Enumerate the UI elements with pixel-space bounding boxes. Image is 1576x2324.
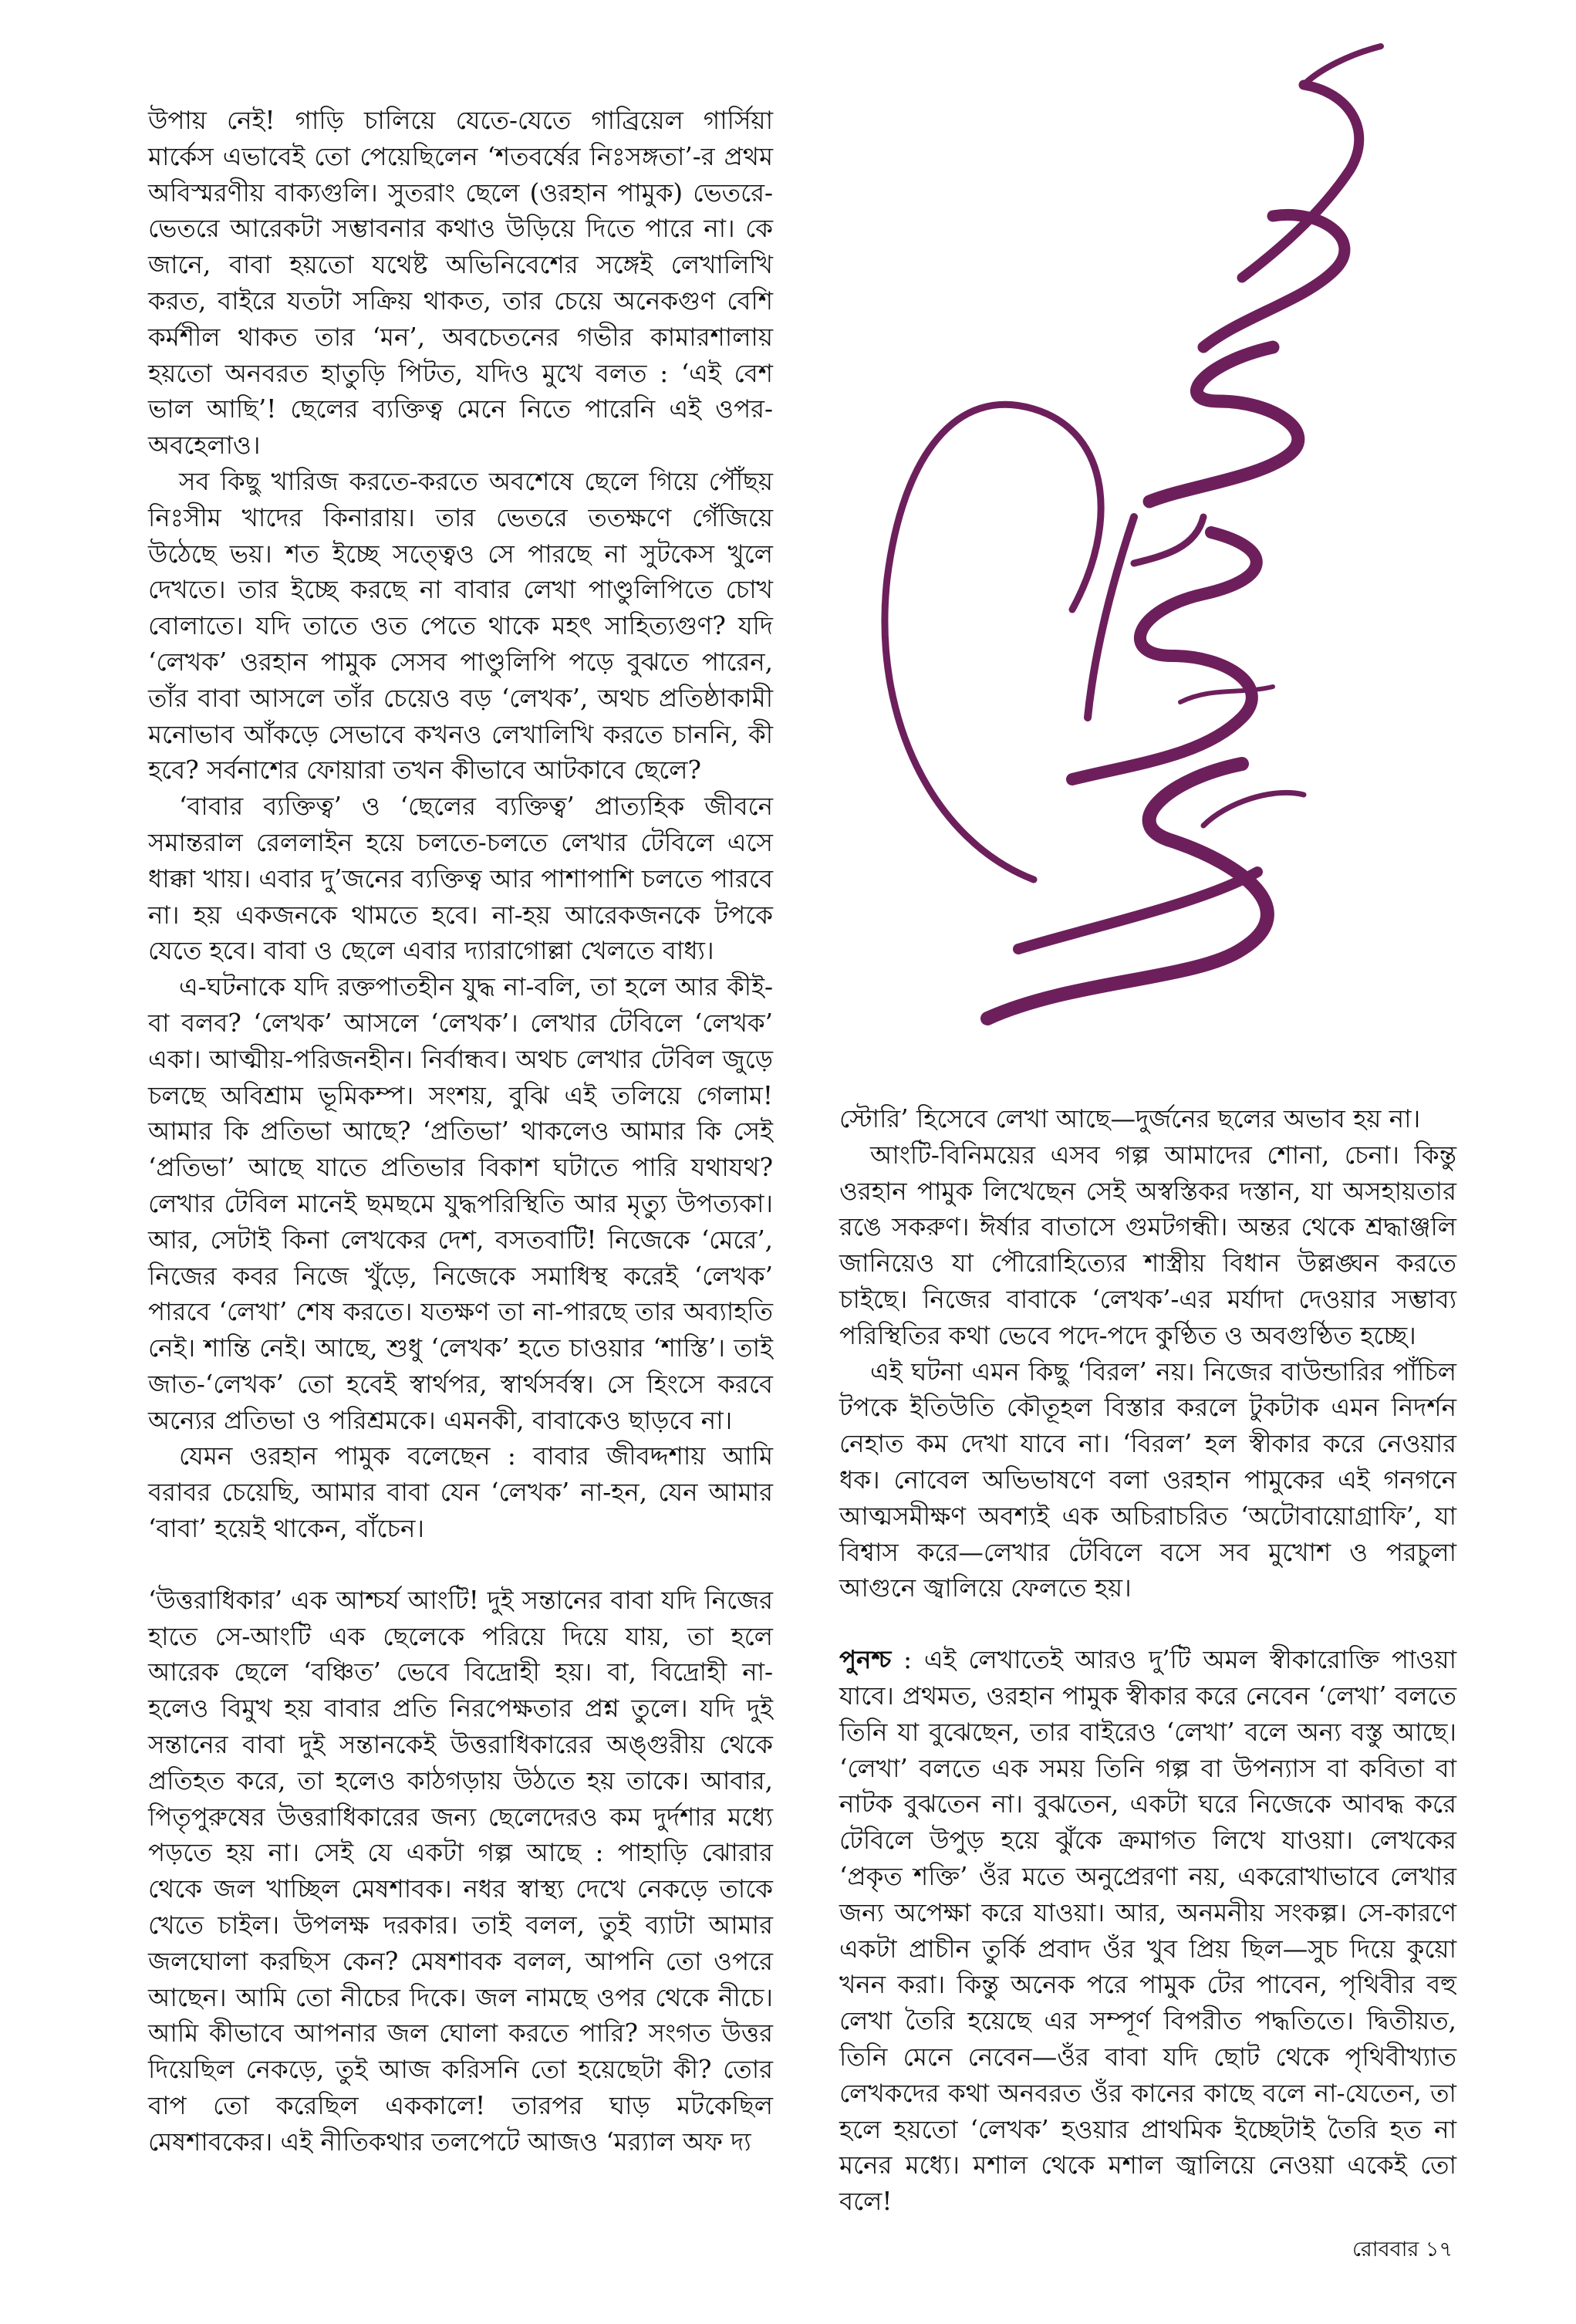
paragraph: আংটি-বিনিময়ের এসব গল্প আমাদের শোনা, চেনা। কিন্তু ওরহান পামুক লিখেছেন সেই অস্বস্তিকর দস্তান, যা অসহায়তার রঙে সকরুণ। ঈর্ষার বাতাসে গুমটগন্ধী। অন্তর থেকে শ্রদ্ধাঞ্জলি জানিয়েও যা পৌরোহিত্যের শাস্ত্রীয় বিধান উল্লঙ্ঘন করতে চাইছে। নিজের বাবাকে ‘লেখক’-এর মর্যাদা দেওয়ার সম্ভাব্য পরিস্থিতির কথা ভেবে পদে-পদে কুণ্ঠিত ও অবগুণ্ঠিত হচ্ছে। xyxy=(839,1140,1456,1350)
paragraph: এ-ঘটনাকে যদি রক্তপাতহীন যুদ্ধ না-বলি, তা হলে আর কীই-বা বলব? ‘লেখক’ আসলে ‘লেখক’। লেখার টেবিলে ‘লেখক’ একা। আত্মীয়-পরিজনহীন। নির্বান্ধব। অথচ লেখার টেবিল জুড়ে চলছে অবিশ্রাম ভূমিকম্প। সংশয়, বুঝি এই তলিয়ে গেলাম! আমার কি প্রতিভা আছে? ‘প্রতিভা’ থাকলেও আমার কি সেই ‘প্রতিভা’ আছে যাতে প্রতিভার বিকাশ ঘটাতে পারি যথাযথ? লেখার টেবিল মানেই ছমছমে যুদ্ধপরিস্থিতি আর মৃত্যু উপত্যকা। আর, সেটাই কিনা লেখকের দেশ, বসতবাটি! নিজেকে ‘মেরে’, নিজের কবর নিজে খুঁড়ে, নিজেকে সমাধিস্থ করেই ‘লেখক’ পারবে ‘লেখা’ শেষ করতে। যতক্ষণ তা না-পারছে তার অব্যাহতি নেই। শান্তি নেই। আছে, শুধু ‘লেখক’ হতে চাওয়ার ‘শাস্তি’। তাই জাত-‘লেখক’ তো হবেই স্বার্থপর, স্বার্থসর্বস্ব। সে হিংসে করবে অন্যের প্রতিভা ও পরিশ্রমকে। এমনকী, বাবাকেও ছাড়বে না। xyxy=(148,972,773,1435)
paragraph: উপায় নেই! গাড়ি চালিয়ে যেতে-যেতে গাব্রিয়েল গার্সিয়া মার্কেস এভাবেই তো পেয়েছিলেন ‘শতবর্ষের নিঃসঙ্গতা’-র প্রথম অবিস্মরণীয় বাক্যগুলি। সুতরাং ছেলে (ওরহান পামুক) ভেতরে-ভেতরে আরেকটা সম্ভাবনার কথাও উড়িয়ে দিতে পারে না। কে জানে, বাবা হয়তো যথেষ্ট অভিনিবেশের সঙ্গেই লেখালিখি করত, বাইরে যতটা সক্রিয় থাকত, তার চেয়ে অনেকগুণ বেশি কর্মশীল থাকত তার ‘মন’, অবচেতনের গভীর কামারশালায় হয়তো অনবরত হাতুড়ি পিটত, যদিও মুখে বলত : ‘এই বেশ ভাল আছি’! ছেলের ব্যক্তিত্ব মেনে নিতে পারেনি এই ওপর-অবহেলাও। xyxy=(148,106,773,461)
paragraph: স্টোরি’ হিসেবে লেখা আছে—দুর্জনের ছলের অভাব হয় না। xyxy=(839,1104,1421,1133)
right-text-column xyxy=(839,1101,1457,2217)
paragraph: ‘উত্তরাধিকার’ এক আশ্চর্য আংটি! দুই সন্তানের বাবা যদি নিজের হাতে সে-আংটি এক ছেলেকে পরিয়ে দিয়ে যায়, তা হলে আরেক ছেলে ‘বঞ্চিত’ ভেবে বিদ্রোহী হয়। বা, বিদ্রোহী না-হলেও বিমুখ হয় বাবার প্রতি নিরপেক্ষতার প্রশ্ন তুলে। যদি দুই সন্তানের বাবা দুই সন্তানকেই উত্তরাধিকারের অঙ্গুরীয় থেকে প্রতিহত করে, তা হলেও কাঠগড়ায় উঠতে হয় তাকে। আবার, পিতৃপুরুষের উত্তরাধিকারের জন্য ছেলেদেরও কম দুর্দশার মধ্যে পড়তে হয় না। সেই যে একটা গল্প আছে : পাহাড়ি ঝোরার থেকে জল খাচ্ছিল মেষশাবক। নধর স্বাস্থ্য দেখে নেকড়ে তাকে খেতে চাইল। উপলক্ষ দরকার। তাই বলল, তুই ব্যাটা আমার জলঘোলা করছিস কেন? মেষশাবক বলল, আপনি তো ওপরে আছেন। আমি তো নীচের দিকে। জল নামছে ওপর থেকে নীচে। আমি কীভাবে আপনার জল ঘোলা করতে পারি? সংগত উত্তর দিয়েছিল নেকড়ে, তুই আজ করিসনি তো হয়েছেটা কী? তোর বাপ তো করেছিল এককালে! তারপর ঘাড় মটকেছিল মেষশাবকের। এই নীতিকথার তলপেটে আজও ‘মর‍্যাল অফ দ্য xyxy=(148,1585,773,2157)
paragraph: সব কিছু খারিজ করতে-করতে অবশেষে ছেলে গিয়ে পৌঁছয় নিঃসীম খাদের কিনারায়। তার ভেতরে ততক্ষণে গেঁজিয়ে উঠেছে ভয়। শত ইচ্ছে সত্ত্বেও সে পারছে না সুটকেস খুলে দেখতে। তার ইচ্ছে করছে না বাবার লেখা পাণ্ডুলিপিতে চোখ বোলাতে। যদি তাতে ওত পেতে থাকে মহৎ সাহিত্যগুণ? যদি ‘লেখক’ ওরহান পামুক সেসব পাণ্ডুলিপি পড়ে বুঝতে পারেন, তাঁর বাবা আসলে তাঁর চেয়েও বড় ‘লেখক’, অথচ প্রতিষ্ঠাকামী মনোভাব আঁকড়ে সেভাবে কখনও লেখালিখি করতে চাননি, কী হবে? সর্বনাশের ফোয়ারা তখন কীভাবে আটকাবে ছেলে? xyxy=(148,466,773,785)
postscript-text: : এই লেখাতেই আরও দু’টি অমল স্বীকারোক্তি পাওয়া যাবে। প্রথমত, ওরহান পামুক স্বীকার করে নেবেন ‘লেখা’ বলতে তিনি যা বুঝেছেন, তার বাইরেও ‘লেখা’ বলে অন্য বস্তু আছে। ‘লেখা’ বলতে এক সময় তিনি গল্প বা উপন্যাস বা কবিতা বা নাটক বুঝতেন না। বুঝতেন, একটা ঘরে নিজেকে আবদ্ধ করে টেবিলে উপুড় হয়ে ঝুঁকে ক্রমাগত লিখে যাওয়া। লেখকের ‘প্রকৃত শক্তি’ ওঁর মতে অনুপ্রেরণা নয়, একরোখাভাবে লেখার জন্য অপেক্ষা করে যাওয়া। আর, অনমনীয় সংকল্প। সে-কারণে একটা প্রাচীন তুর্কি প্রবাদ ওঁর খুব প্রিয় ছিল—সুচ দিয়ে কুয়ো খনন করা। কিন্তু অনেক পরে পামুক টের পাবেন, পৃথিবীর বহু লেখা তৈরি হয়েছে এর সম্পূর্ণ বিপরীত পদ্ধতিতে। দ্বিতীয়ত, তিনি মেনে নেবেন—ওঁর বাবা যদি ছোট থেকে পৃথিবীখ্যাত লেখকদের কথা অনবরত ওঁর কানের কাছে বলে না-যেতেন, তা হলে হয়তো ‘লেখক’ হওয়ার প্রাথমিক ইচ্ছেটাই তৈরি হত না মনের মধ্যে। মশাল থেকে মশাল জ্বালিয়ে নেওয়া একেই তো বলে! xyxy=(839,1645,1456,2217)
page-footer: রোববার ১৭ xyxy=(1352,2238,1453,2262)
left-text-column xyxy=(148,103,773,2224)
postscript-label: পুনশ্চ xyxy=(839,1645,892,1675)
postscript-paragraph xyxy=(839,1642,1456,2220)
paragraph: এই ঘটনা এমন কিছু ‘বিরল’ নয়। নিজের বাউন্ডারির পাঁচিল টপকে ইতিউতি কৌতূহল বিস্তার করলে টুকটাক এমন নিদর্শন নেহাত কম দেখা যাবে না। ‘বিরল’ হল স্বীকার করে নেওয়ার ধক। নোবেল অভিভাষণে বলা ওরহান পামুকের এই গনগনে আত্মসমীক্ষণ অবশ্যই এক অচিরাচরিত ‘অটোবায়োগ্রাফি’, যা বিশ্বাস করে—লেখার টেবিলে বসে সব মুখোশ ও পরচুলা আগুনে জ্বালিয়ে ফেলতে হয়। xyxy=(839,1356,1457,1603)
signature-icon xyxy=(841,23,1473,1057)
paragraph: ‘বাবার ব্যক্তিত্ব’ ও ‘ছেলের ব্যক্তিত্ব’ প্রাত্যহিক জীবনে সমান্তরাল রেললাইন হয়ে চলতে-চলতে লেখার টেবিলে এসে ধাক্কা খায়। এবার দু’জনের ব্যক্তিত্ব আর পাশাপাশি চলতে পারবে না। হয় একজনকে থামতে হবে। না-হয় আরেকজনকে টপকে যেতে হবে। বাবা ও ছেলে এবার দ্যারাগোল্লা খেলতে বাধ্য। xyxy=(148,792,773,966)
paragraph: যেমন ওরহান পামুক বলেছেন : বাবার জীবদ্দশায় আমি বরাবর চেয়েছি, আমার বাবা যেন ‘লেখক’ না-হন, যেন আমার ‘বাবা’ হয়েই থাকেন, বাঁচেন। xyxy=(148,1441,773,1544)
